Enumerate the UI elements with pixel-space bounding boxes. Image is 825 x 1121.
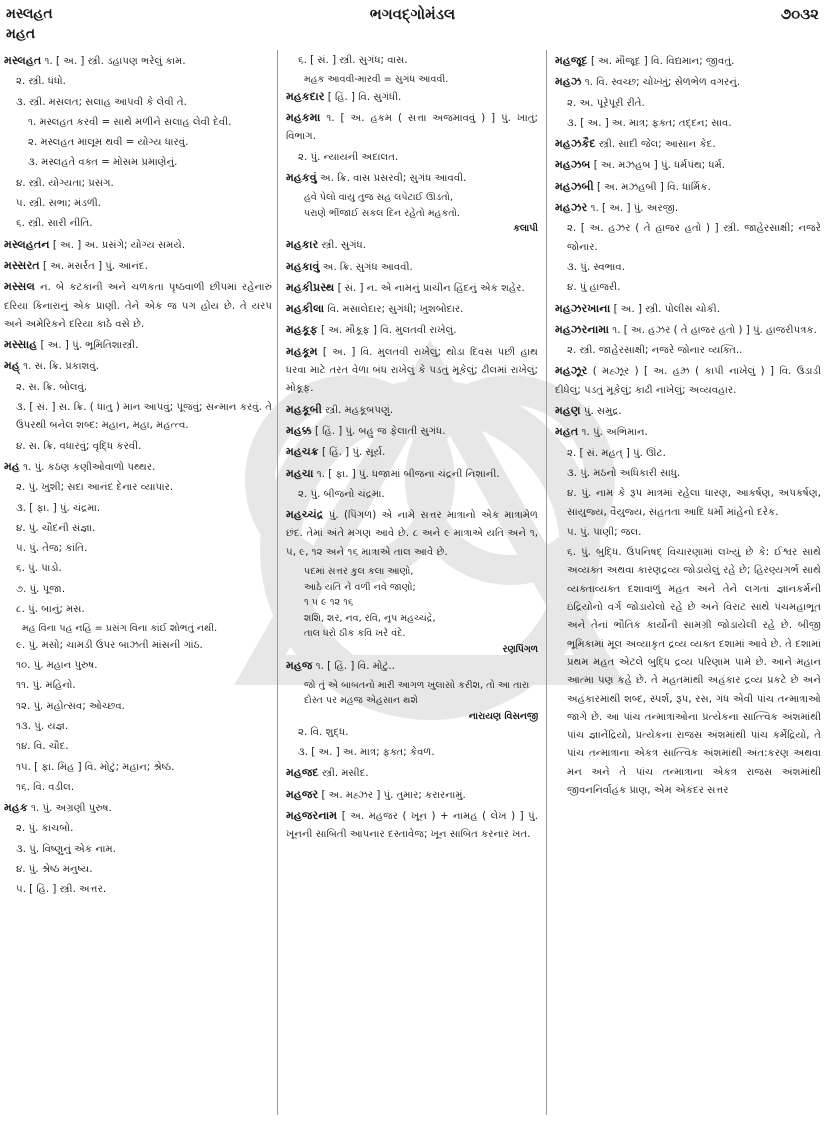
citation-source: કલાપી	[513, 223, 538, 235]
definition-text: [ અ. મહજર ( ખૂન ) + નામહ ( લેખ ) ] પું. ખૂનની સાબિતી આપનાર દસ્તાવેજ; ખૂન સાબિત કરનાર ખત.	[286, 811, 538, 841]
dictionary-column-1	[4, 52, 272, 902]
definition-text: [ અ. મૌજૂદ ] વિ. વિદ્યમાન; જીવતું.	[587, 56, 735, 67]
headword: મહત	[555, 425, 579, 439]
dictionary-entry	[4, 257, 272, 276]
sense-item: ૨. સ્ત્રી. જાહેરસાક્ષી; નજરે જોનાર વ્યક્તિ..	[567, 345, 743, 357]
headword: મસ્લહતન	[4, 237, 50, 251]
headword: મહકદાર	[286, 89, 325, 103]
sense-item: ૨. સ્ત્રી. ધંધો.	[16, 76, 66, 88]
dictionary-entry	[4, 357, 272, 376]
definition-text: ૧. સ. ક્રિ. પ્રકાશવું.	[19, 361, 100, 373]
dictionary-entry	[286, 88, 538, 107]
page-header	[0, 0, 825, 48]
headword: મહઝબી	[555, 179, 594, 193]
dictionary-entry	[286, 109, 538, 147]
headword: મહકાર	[286, 238, 319, 252]
sense-item: ૨. પું. ન્યાયની અદાલત.	[298, 151, 399, 163]
definition-text: [ અ. મહ્ઝર ] પું. તુમાર; કરારનામું.	[318, 789, 466, 801]
guide-word-last: મહત	[6, 26, 36, 42]
definition-text: [ અ. મઝહબ ] પું. ધર્મપંથ; ધર્મ.	[590, 160, 726, 172]
sense-item: ૧૧. પું. મહિનો.	[16, 680, 76, 692]
headword: મસ્સલ	[4, 280, 35, 294]
definition-text: [ અ. મસર્રત ] પું. આનંદ.	[39, 260, 148, 272]
definition-text: ૧. [ ફા. ] પું. ધજામાં બીજના ચંદ્રની નિશાની.	[313, 468, 500, 480]
definition-text: [ અ. ] સ્ત્રી. પોલીસ ચોકી.	[610, 303, 720, 315]
dictionary-entry	[286, 343, 538, 399]
headword: મહઝ	[555, 75, 582, 89]
definition-text: ૧. વિ. સ્વચ્છ; ચોખ્ખું; સેળભેળ વગરનું.	[581, 77, 741, 89]
column-divider	[546, 50, 547, 1115]
dictionary-entry	[286, 807, 538, 845]
sense-item: ૧૬. વિ. વડીલ.	[16, 781, 75, 793]
headword: મહચક્ર	[286, 445, 319, 459]
dictionary-entry	[555, 199, 821, 218]
definition-text: ૧. [ અ. ] પું. અરજી.	[587, 203, 679, 215]
definition-text: [ અ. ] અ. પ્રસંગે; યોગ્ય સમયે.	[49, 239, 186, 251]
headword: મહકાવું	[286, 259, 320, 273]
dictionary-entry	[4, 458, 272, 477]
headword: મહ	[4, 459, 20, 473]
headword: મસ્લહત	[4, 54, 42, 67]
sense-item: ૫. સ્ત્રી. સભા; મંડળી.	[16, 198, 102, 210]
sense-item: ૩. સ્ત્રી. મસલત; સલાહ આપવી કે લેવી તે.	[16, 96, 187, 108]
dictionary-entry	[555, 135, 821, 154]
dictionary-entry	[286, 258, 538, 277]
dictionary-entry	[555, 423, 821, 442]
dictionary-entry	[4, 336, 272, 355]
definition-text: ( મહ્ઝૂર ) [ અ. હઝ્ર ( કાપી નાખેલું ) ] વિ. ઉડાડી દીધેલું; પડતું મૂકેલું; કાઢી નાખેલું; અવ્યવહાર.	[555, 366, 821, 396]
sense-item: ૨. સ. ક્રિ. બોલવું.	[16, 381, 88, 393]
definition-text: અ. ક્રિ. સુગંધ આવવી.	[319, 261, 413, 273]
sense-item: ૨. પું. બીજનો ચંદ્રમા.	[298, 488, 385, 500]
headword: મહઝૂર	[555, 364, 588, 378]
headword: મહણ	[555, 404, 581, 418]
sense-item: ૮. પું. બાનું; મસ.	[16, 604, 85, 616]
sense-item: ૯. પું. મસો; ચામડી ઉપર બાઝતી માંસની ગાંઠ.	[16, 639, 203, 651]
dictionary-entry	[555, 402, 821, 421]
dictionary-entry	[286, 764, 538, 783]
sense-item: ૩. પું. મઠનો અધિકારી સાધુ.	[567, 467, 681, 479]
definition-text: ૧. [ અ. ] સ્ત્રી. ડહાપણ ભરેલું કામ.	[41, 56, 186, 67]
headword: મહક	[4, 801, 28, 815]
dictionary-entry	[555, 321, 821, 340]
citation-source: નારાયણ વિસનજી	[468, 710, 538, 722]
sense-item: ૪. પું. શ્રેષ્ઠ મનુષ્ય.	[16, 864, 93, 876]
sense-item: ૨. વિ. શુદ્ધ.	[298, 726, 349, 738]
definition-text: [ અ. ] પું. ભૂમિતિશાસ્ત્રી.	[37, 340, 139, 352]
sense-item: ૪. સ્ત્રી. યોગ્યતા; પ્રસંગ.	[16, 177, 114, 189]
headword: મહજદ	[286, 766, 319, 780]
dictionary-entry	[286, 786, 538, 805]
sense-item: ૨. પું. કાચબો.	[16, 823, 74, 835]
headword: મસ્સાહ	[4, 338, 38, 352]
sense-item: ૩. [ અ. ] અ. માત્ર; ફક્ત; તદ્દન; સાવ.	[567, 117, 732, 129]
headword: મહકમા	[286, 111, 321, 125]
dictionary-entry	[286, 169, 538, 188]
example-quote: જો તું એ બાબતનો મારી આગળ ખુલાસો કરીશ, તો આ તારા દોસ્ત પર મહજ એહસાન થશે	[304, 679, 530, 707]
definition-text: [ હિં. ] વિ. સુગંધી.	[324, 91, 402, 103]
headword: મહજૂદ	[555, 54, 588, 67]
definition-text: ૧. [ હિં. ] વિ. મોટું..	[312, 660, 395, 672]
dictionary-entry	[286, 465, 538, 484]
definition-text: ૧. [ અ. હઝર ( તે હાજર હતો ) ] પું. હાજરીપત્રક.	[609, 324, 817, 336]
dictionary-entry	[286, 401, 538, 420]
sense-item: ૪. પું હાજરી.	[567, 282, 621, 294]
sense-item: ૬. પું. બુદ્ધિ. ઉપનિષદ્ વિચારણામાં લખ્યું છે કે: ઈશ્વર સાથે અવ્યક્ત અથવા કારણદ્રવ્ય જોડાયેલું રહે છે; હિરણ્યગર્ભ સાથે વ્યક્તાવ્યક્ત દશાવાળું મહત અને તેને લગતાં જ્ઞાનકર્મની ઇંદ્રિયોનો વર્ગ જોડાયેલો રહે છે અને વિરાટ સાથે પંચમહાભૂત અને તેનાં ભૌતિક કાર્યોની સામગ્રી જોડાયેલી રહે છે. બીજી ભૂમિકામાં મૂલ અવ્યાકૃત દ્રવ્ય વ્યક્ત દશામાં આવે છે. તે દશામાં પ્રથમ મહત એટલે બુદ્ધિ દ્રવ્ય પરિણામ પામે છે. આને મહાન આત્મા પણ કહે છે. તે મહતમાંથી અહંકાર દ્રવ્ય પ્રકટે છે અને અહંકારમાંથી શબ્દ, સ્પર્શ, રૂપ, રસ, ગંધ એવી પાંચ તન્માત્રાઓ જાગે છે. આ પાંચ તન્માત્રાઓના પ્રત્યેકના સાત્ત્વિક અંશમાંથી પાંચ જ્ઞાનેંદ્રિયો, પ્રત્યેકના રાજસ અંશમાંથી પાંચ કર્મેંદ્રિયો, તે પાંચ તન્માત્રાના એકત્ર સાત્ત્વિક અંશમાંથી અંત:કરણ અથવા મન અને તે પાંચ તન્માત્રાના એકત્ર રાજસ અંશમાંથી જીવનનિર્વાહક પ્રાણ, એમ એકંદર સત્તર	[567, 547, 821, 796]
sense-item: ૨. પું. ખુશી; સદા આનંદ દેનાર વ્યાપાર.	[16, 482, 174, 494]
dictionary-entry	[4, 236, 272, 255]
sense-item: ૪. સ. ક્રિ. વધારવું; વૃદ્ધિ કરવી.	[16, 440, 142, 452]
dictionary-entry	[286, 657, 538, 676]
idiom-sense: ૧. મસ્લહત કરવી = સાથે મળીને સલાહ લેવી દેવી.	[28, 116, 232, 128]
definition-text: સ્ત્રી. સુગંધ.	[318, 240, 366, 252]
example-quote: પરાણે ભીંજાઈ સકલ દિન રહેતો મહકતો.	[304, 207, 461, 219]
example-quote: પદમાં સત્તર કુલ કલા આણો,	[304, 566, 414, 578]
definition-text: [ અ. મઝહબી ] વિ. ધાર્મિક.	[593, 181, 711, 193]
sense-item: ૧૫. [ ફા. મિહ ] વિ. મોટું; મહાન; શ્રેષ્ઠ.	[16, 761, 175, 773]
sense-item: ૩. પું. વિષ્ણુનું એક નામ.	[16, 843, 116, 855]
dictionary-entry	[555, 178, 821, 197]
definition-text: [ અ. ] વિ. મુલતવી રાખેલું; થોડા દિવસ પછી હાથ ધરવા માટે તરત વેળા બંધ રાખેલું કે પડતું મૂકેલું; ઢીલમાં રાખેલું; મોકૂફ.	[286, 346, 538, 395]
sense-item: ૧૦. પું. મહાન પુરુષ.	[16, 660, 98, 672]
dictionary-entry	[4, 799, 272, 818]
definition-text: અ. ક્રિ. વાસ પ્રસરવી; સુગંધ આવવી.	[316, 172, 467, 184]
definition-text: સ્ત્રી. સાદી જેલ; આસાન કેદ.	[595, 139, 716, 151]
dictionary-entry	[286, 279, 538, 298]
sense-item: ૨. [ અ. હઝર ( તે હાજર હતો ) ] સ્ત્રી. જાહેરસાક્ષી; નજરે જોનાર.	[567, 223, 821, 253]
definition-text: ૧. [ અ. હકમ ( સત્તા અજમાવવું ) ] પું. ખાતું; વિભાગ.	[286, 113, 538, 143]
headword: મહકૂબી	[286, 402, 322, 416]
headword: મહકૂમ	[286, 344, 318, 358]
definition-text: [ અ. મૌકૂફ ] વિ. મુલતવી રાખેલું.	[317, 325, 457, 337]
definition-text: સ્ત્રી. મહકૂબપણું.	[321, 404, 394, 416]
sense-item: ૫. પું. પાણી; જલ.	[567, 526, 642, 538]
column-divider	[277, 50, 278, 1115]
citation-source: રણપિંગળ	[502, 643, 538, 655]
headword: મહજરનામ	[286, 809, 338, 823]
idiom-sense: ૩. મસ્લહતે વક્ત = મોસમ પ્રમાણેનું.	[28, 157, 178, 169]
headword: મહઝકૈદ	[555, 137, 596, 151]
dictionary-entry	[4, 278, 272, 334]
example-quote: તાલ ધરો ઠીક કવિ ખરે વંદે.	[304, 628, 406, 640]
headword: મહઝબ	[555, 158, 591, 172]
sense-item: ૩. [ સં. ] સ. ક્રિ. ( ધાતુ ) માન આપવું; પૂજવું; સન્માન કરવું. તે ઉપરથી બનેલ શબ્દ: મહાન, મહા, મહત્ત્વ.	[16, 402, 272, 432]
example-quote: મહ વિના પહ નહિ = પ્રસંગ વિના કાંઈ શોભતું નથી.	[22, 623, 218, 635]
dictionary-entry	[555, 52, 821, 71]
sense-item: ૭. પું. પૂજા.	[16, 583, 66, 595]
dictionary-entry	[555, 362, 821, 400]
headword: મહકીલા	[286, 302, 325, 316]
headword: મહકવું	[286, 170, 317, 184]
example-quote: ૧ ૫ ૯ ૧૨ ૧૬	[304, 597, 354, 609]
sense-item: ૧૨. પું. મહોત્સવ; ઓચ્છવ.	[16, 700, 125, 712]
example-quote: શશિ, શર, નવ, રવિ, નૃપ મહચ્ચંદ્રે,	[304, 612, 436, 624]
sense-item: ૪. પું. નામ કે રૂપ માત્રમાં રહેલા ધારણ, આકર્ષણ, અપકર્ષણ, સાયુજ્ય, વૈયુજ્ય, સંહતતા આદિ ધર્મો માંહેનો દરેક.	[567, 488, 821, 518]
page-number: ૭૦૩૨	[780, 5, 819, 23]
sense-item: ૪. પું. ચૌદની સંજ્ઞા.	[16, 522, 96, 534]
sense-item: ૩. [ ફા. ] પું. ચંદ્રમા.	[16, 502, 101, 514]
example-quote: મહક આવવી-મારવી = સુગંધ આવવી.	[304, 74, 449, 86]
headword: મહકીપ્રસ્થ	[286, 280, 335, 294]
definition-text: પું. (પિંગળ) એ નામે સત્તર માત્રાનો એક માત્રામેળ છંદ. તેમાં અંતે મગણ આવે છે. ૮ અને ૯ માત્રાએ યતિ અને ૧, ૫, ૯, ૧૨ અને ૧૬ માત્રાએ તાલ આવે છે.	[286, 510, 538, 558]
headword: મહ્	[4, 359, 20, 373]
headword: મહજ	[286, 658, 313, 672]
sense-item: ૫. [ હિં. ] સ્ત્રી. અત્તર.	[16, 884, 107, 896]
sense-item: ૩. પું. સ્વભાવ.	[567, 261, 625, 273]
example-quote: હવે પેલો વાયુ તુજ સહ લપેટાઈ ઊડતો,	[304, 192, 454, 204]
definition-text: ૧. પું. કઠણ કણીઓવાળો પથ્થર.	[19, 461, 156, 473]
headword: મહઝરખાના	[555, 301, 611, 315]
dictionary-entry	[4, 52, 272, 71]
sense-item: ૧૪. વિ. ચૌદ.	[16, 741, 69, 753]
definition-text: [ હિં. ] પું. સૂર્ય.	[318, 447, 386, 459]
dictionary-entry	[286, 321, 538, 340]
definition-text: સ્ત્રી. મસીદ.	[318, 768, 369, 780]
definition-text: પું. સમુદ્ર.	[580, 406, 622, 418]
idiom-sense: ૨. મસ્લહત માલૂમ થવી = યોગ્ય ધારવું.	[28, 137, 189, 149]
dictionary-entry	[286, 443, 538, 462]
headword: મહઝરનામા	[555, 322, 610, 336]
sense-item: ૩. [ અ. ] અ. માત્ર; ફક્ત; કેવળ.	[298, 747, 435, 759]
sense-item: ૬. [ સં. ] સ્ત્રી. સુગંધ; વાસ.	[298, 55, 408, 66]
headword: મહચ્ચંદ્ર	[286, 508, 324, 522]
definition-text: ૧. પું. અગ્રણી પુરુષ.	[27, 803, 112, 815]
example-quote: આઠે યતિ ને વળી નવે જાણો;	[304, 581, 416, 593]
sense-item: ૫. પું. તેજ; કાંતિ.	[16, 543, 88, 555]
definition-text: વિ. મસાલેદાર; સુગંધી; ખુશબોદાર.	[324, 304, 464, 316]
book-title: ભગવદ્ગોમંડલ	[369, 5, 456, 23]
headword: મહઝર	[555, 201, 588, 215]
definition-text: ન. બે કટકાની અને ચળકતા પૃષ્ઠવાળી છીપમાં રહેનારું દરિયા કિનારાનું એક પ્રાણી. તેને એક જ પગ હોય છે. તે યરપ અને અમેરિકને દરિયા કાઠે વસે છે.	[4, 282, 272, 330]
definition-text: ૧. પું. અભિમાન.	[578, 427, 648, 439]
sense-item: ૬. સ્ત્રી. સારી નીતિ.	[16, 218, 93, 230]
guide-word-first: મસ્લહત	[6, 6, 53, 22]
sense-item: ૨. અ. પૂરેપૂરી રીતે.	[567, 97, 645, 109]
dictionary-column-3	[555, 52, 821, 802]
dictionary-column-2	[286, 52, 538, 847]
dictionary-entry	[286, 300, 538, 319]
dictionary-entry	[555, 73, 821, 92]
headword: મસ્સરત	[4, 258, 40, 272]
sense-item: ૬. પું. પાડો.	[16, 563, 62, 575]
dictionary-entry	[286, 506, 538, 562]
sense-item: ૨. [ સં. મહત્ ] પું. ઊંટ.	[567, 447, 666, 459]
headword: મહકૂફ	[286, 323, 318, 337]
dictionary-entry	[555, 300, 821, 319]
dictionary-entry	[555, 156, 821, 175]
dictionary-entry	[286, 236, 538, 255]
dictionary-entry	[286, 422, 538, 441]
headword: મહચા	[286, 466, 314, 480]
definition-text: [ સં. ] ન. એ નામનું પ્રાચીન હિંદનું એક શહેર.	[334, 282, 525, 294]
headword: મહક્ક	[286, 423, 312, 437]
sense-item: ૧૩. પું. યજ્ઞ.	[16, 721, 69, 732]
headword: મહજર	[286, 787, 319, 801]
definition-text: [ હિં. ] પું. બહુ જ ફેલાતી સુગંધ.	[311, 425, 446, 437]
